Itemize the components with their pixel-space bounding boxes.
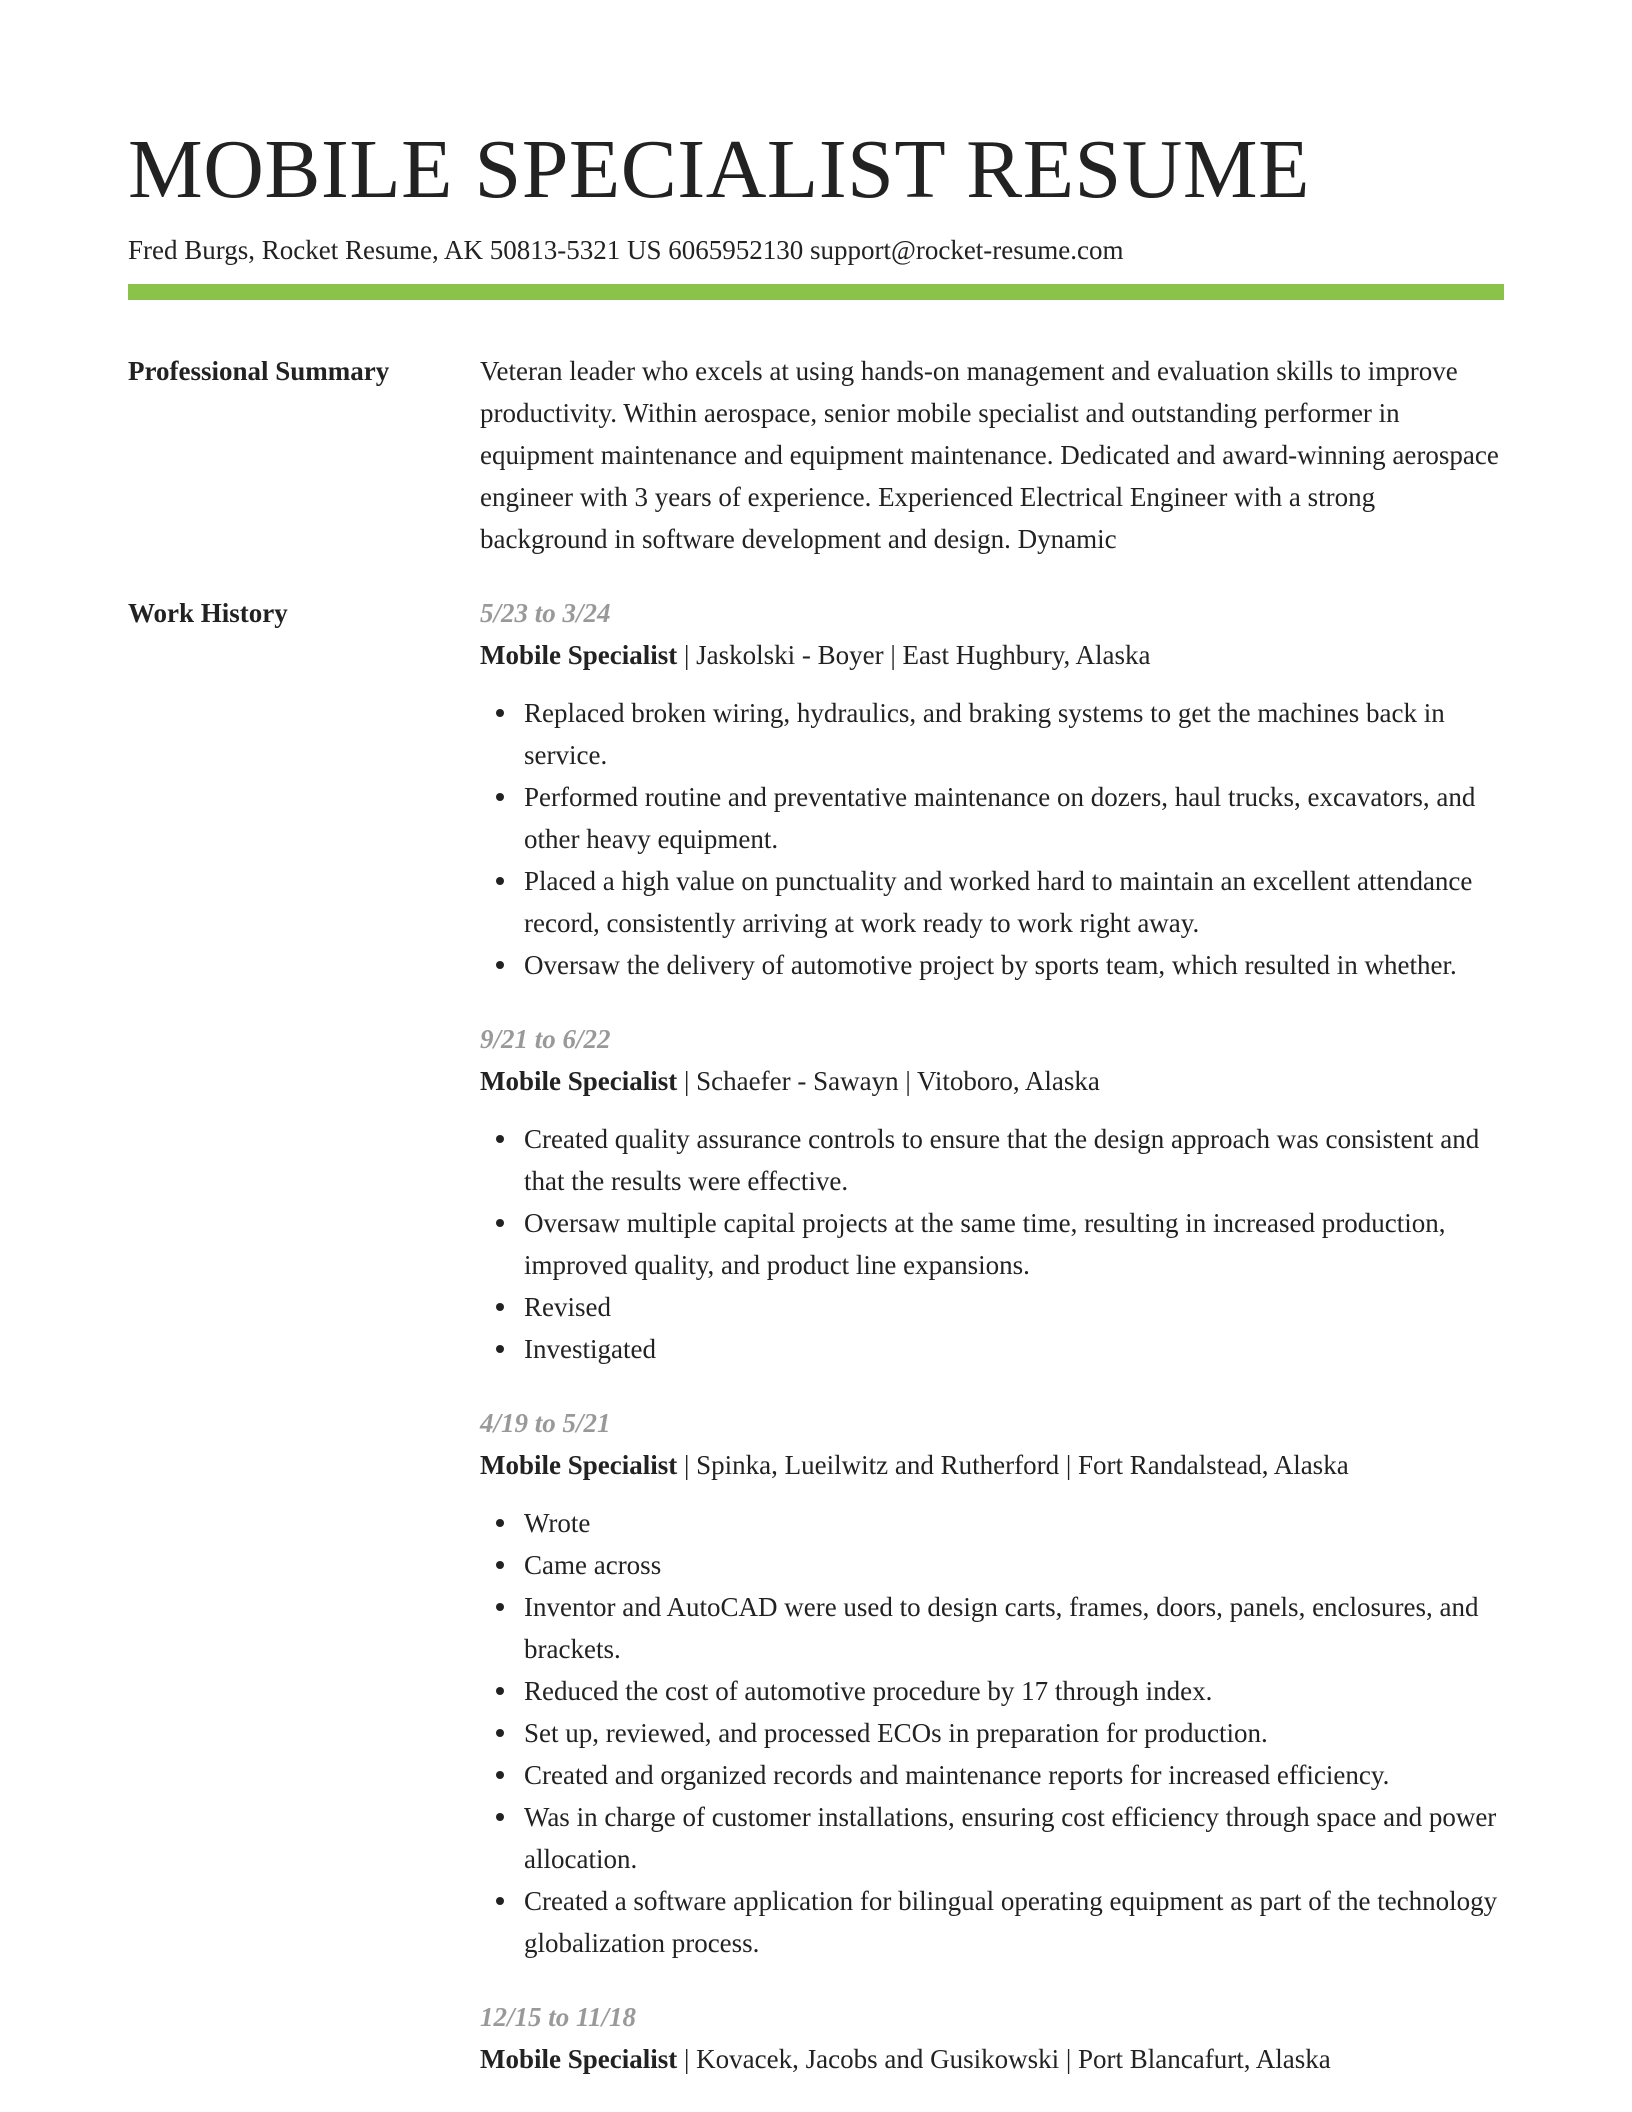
- job-details: | Schaefer - Sawayn | Vitoboro, Alaska: [677, 1066, 1100, 1096]
- page-title: MOBILE SPECIALIST RESUME: [128, 123, 1310, 216]
- list-item: Performed routine and preventative maintenance on dozers, haul trucks, excavators, and other heavy equipment.: [524, 776, 1504, 860]
- work-history-section: [128, 592, 1504, 2112]
- job-entry: [480, 592, 1504, 986]
- list-item: Oversaw multiple capital projects at the same time, resulting in increased production, improved quality, and product line expansions.: [524, 1202, 1504, 1286]
- list-item: Oversaw the delivery of automotive project by sports team, which resulted in whether.: [524, 944, 1504, 986]
- list-item: Placed a high value on punctuality and worked hard to maintain an excellent attendance record, consistently arriving at work ready to work right away.: [524, 860, 1504, 944]
- list-item: Wrote: [524, 1502, 1504, 1544]
- list-item: Reduced the cost of automotive procedure by 17 through index.: [524, 1670, 1504, 1712]
- job-title: Mobile Specialist: [480, 1450, 678, 1480]
- job-entry: [480, 1402, 1504, 1964]
- job-title: Mobile Specialist: [480, 2044, 678, 2074]
- header-divider: [128, 284, 1504, 300]
- job-title: Mobile Specialist: [480, 640, 678, 670]
- job-header: [480, 1060, 1504, 1102]
- list-item: Revised: [524, 1286, 1504, 1328]
- job-details: | Jaskolski - Boyer | East Hughbury, Alaska: [677, 640, 1151, 670]
- professional-summary-section: [128, 350, 1504, 560]
- list-item: Came across: [524, 1544, 1504, 1586]
- job-details: | Spinka, Lueilwitz and Rutherford | Fort Randalstead, Alaska: [677, 1450, 1349, 1480]
- job-dates: 5/23 to 3/24: [480, 598, 611, 628]
- list-item: Investigated: [524, 1328, 1504, 1370]
- resume-page: [128, 0, 1504, 2112]
- list-item: Replaced broken wiring, hydraulics, and braking systems to get the machines back in service.: [524, 692, 1504, 776]
- job-details: | Kovacek, Jacobs and Gusikowski | Port Blancafurt, Alaska: [677, 2044, 1331, 2074]
- list-item: Set up, reviewed, and processed ECOs in preparation for production.: [524, 1712, 1504, 1754]
- list-item: Created quality assurance controls to ensure that the design approach was consistent and that the results were effective.: [524, 1118, 1504, 1202]
- list-item: Was in charge of customer installations, ensuring cost efficiency through space and power allocation.: [524, 1796, 1504, 1880]
- job-bullets: [480, 1502, 1504, 1964]
- list-item: Created and organized records and maintenance reports for increased efficiency.: [524, 1754, 1504, 1796]
- section-label-summary: Professional Summary: [128, 356, 390, 386]
- job-title: Mobile Specialist: [480, 1066, 678, 1096]
- section-label-work-history: Work History: [128, 598, 288, 628]
- job-header: [480, 634, 1504, 676]
- job-bullets: [480, 1118, 1504, 1370]
- job-bullets: [480, 692, 1504, 986]
- job-dates: 12/15 to 11/18: [480, 2002, 637, 2032]
- work-history-body: [480, 592, 1504, 2112]
- list-item: Created a software application for bilingual operating equipment as part of the technology globalization process.: [524, 1880, 1504, 1964]
- contact-line: Fred Burgs, Rocket Resume, AK 50813-5321 US 6065952130 support@rocket-resume.com: [128, 235, 1124, 265]
- job-dates: 4/19 to 5/21: [480, 1408, 611, 1438]
- job-header: [480, 2038, 1504, 2080]
- job-dates: 9/21 to 6/22: [480, 1024, 611, 1054]
- job-entry: [480, 1996, 1504, 2080]
- list-item: Inventor and AutoCAD were used to design carts, frames, doors, panels, enclosures, and brackets.: [524, 1586, 1504, 1670]
- summary-text: Veteran leader who excels at using hands-on management and evaluation skills to improve productivity. Within aerospace, senior mobile specialist and outstanding performer in equipment maintenance and equipment maintenance. Dedicated and award-winning aerospace engineer with 3 years of experience. Experienced Electrical Engineer with a strong background in software development and design. Dynamic: [480, 356, 1499, 554]
- job-entry: [480, 1018, 1504, 1370]
- job-header: [480, 1444, 1504, 1486]
